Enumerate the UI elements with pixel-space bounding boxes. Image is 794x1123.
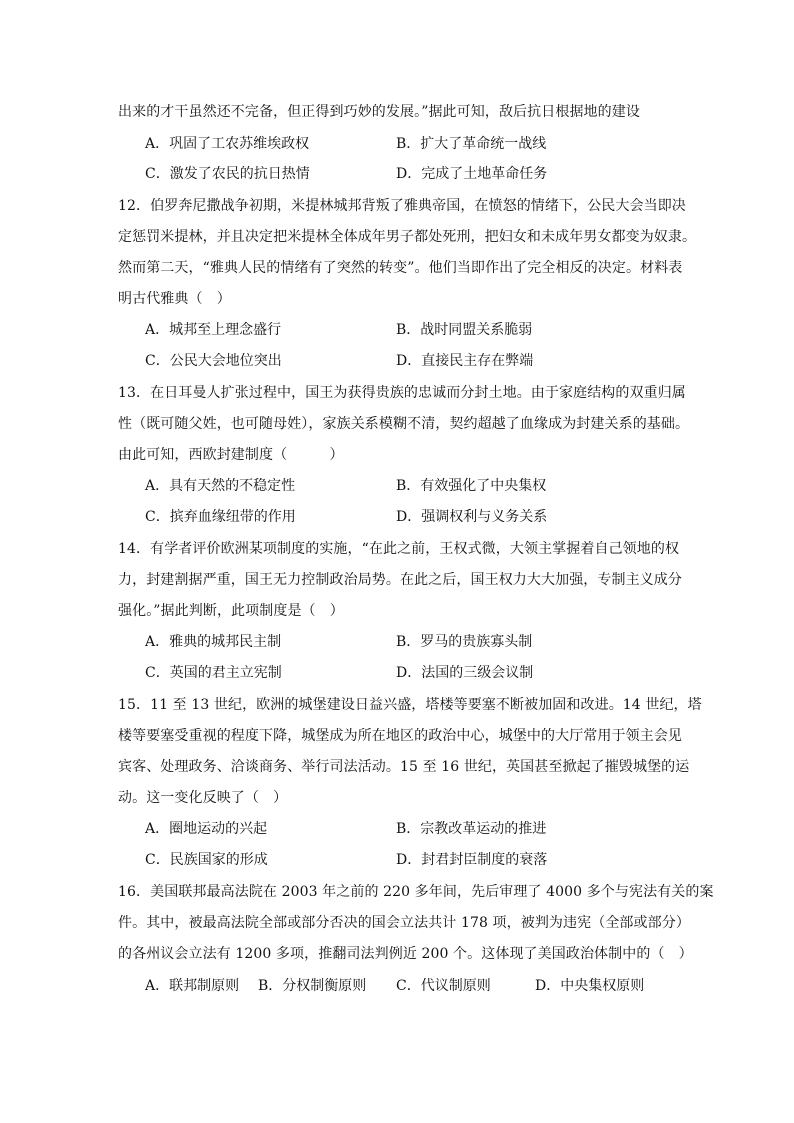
question-13-text-line-3: 由此可知，西欧封建制度（ ） xyxy=(118,447,344,463)
question-13-text-line-1: 13．在日耳曼人扩张过程中，国王为获得贵族的忠诚而分封土地。由于家庭结构的双重归属 xyxy=(118,385,686,401)
question-12-text-line-3: 然而第二天，“雅典人民的情绪有了突然的转变”。他们当即作出了完全相反的决定。材料表 xyxy=(118,260,683,276)
question-15-option-d: D．封君封臣制度的衰落 xyxy=(396,852,548,868)
question-12-option-a: A．城邦至上理念盛行 xyxy=(145,322,282,338)
question-13-option-d: D．强调权利与义务关系 xyxy=(396,509,548,525)
question-16-option-b: B．分权制衡原则 xyxy=(258,978,367,994)
question-11-text-line-1: 出来的才干虽然还不完备，但正得到巧妙的发展。”据此可知，敌后抗日根据地的建设 xyxy=(118,104,640,120)
question-12-option-d: D．直接民主存在弊端 xyxy=(396,353,534,369)
question-12-option-b: B．战时同盟关系脆弱 xyxy=(396,322,533,338)
question-13-option-a: A．具有天然的不稳定性 xyxy=(145,478,296,494)
question-14-option-c: C．英国的君主立宪制 xyxy=(145,665,282,681)
question-13-option-b: B．有效强化了中央集权 xyxy=(396,478,547,494)
question-16-text-line-3: 的各州议会立法有 1200 多项，推翻司法判例近 200 个。这体现了美国政治体制中的（ ） xyxy=(118,946,693,962)
question-12-text-line-1: 12．伯罗奔尼撒战争初期，米提林城邦背叛了雅典帝国，在愤怒的情绪下，公民大会当即决 xyxy=(118,198,686,214)
question-14-option-b: B．罗马的贵族寡头制 xyxy=(396,634,533,650)
question-15-text-line-1: 15．11 至 13 世纪，欧洲的城堡建设日益兴盛，塔楼等要塞不断被加固和改进。14 世纪，塔 xyxy=(118,697,702,713)
question-14-text-line-3: 强化。”据此判断，此项制度是（ ） xyxy=(118,603,344,619)
question-15-text-line-4: 动。这一变化反映了（ ） xyxy=(118,790,288,806)
question-11-option-b: B．扩大了革命统一战线 xyxy=(396,136,547,152)
question-14-text-line-2: 力，封建割据严重，国王无力控制政治局势。在此之后，国王权力大大加强，专制主义成分 xyxy=(118,572,682,588)
question-11-option-c: C．激发了农民的抗日热情 xyxy=(145,166,310,182)
question-13-option-c: C．摈弃血缘纽带的作用 xyxy=(145,509,296,525)
question-11-option-a: A．巩固了工农苏维埃政权 xyxy=(145,136,310,152)
question-12-text-line-2: 定惩罚米提林，并且决定把米提林全体成年男子都处死刑，把妇女和未成年男女都变为奴隶。 xyxy=(118,229,697,245)
question-11-option-d: D．完成了土地革命任务 xyxy=(396,166,548,182)
question-16-option-a: A．联邦制原则 xyxy=(145,978,240,994)
question-12-text-line-4: 明古代雅典（ ） xyxy=(118,291,231,307)
question-14-text-line-1: 14．有学者评价欧洲某项制度的实施，“在此之前，王权式微，大领主掌握着自己领地的权 xyxy=(118,541,680,557)
question-16-option-d: D．中央集权原则 xyxy=(535,978,645,994)
question-15-text-line-2: 楼等要塞受重视的程度下降，城堡成为所在地区的政治中心，城堡中的大厅常用于领主会见 xyxy=(118,728,682,744)
question-14-option-d: D．法国的三级会议制 xyxy=(396,665,534,681)
question-15-option-c: C．民族国家的形成 xyxy=(145,852,268,868)
question-15-option-a: A．圈地运动的兴起 xyxy=(145,821,268,837)
question-16-text-line-2: 件。其中，被最高法院全部或部分否决的国会立法共计 178 项，被判为违宪（全部或部分） xyxy=(118,915,690,931)
question-13-text-line-2: 性（既可随父姓，也可随母姓），家族关系模糊不清，契约超越了血缘成为封建关系的基础。 xyxy=(118,416,690,432)
question-16-option-c: C．代议制原则 xyxy=(396,978,491,994)
question-16-text-line-1: 16．美国联邦最高法院在 2003 年之前的 220 多年间，先后审理了 4000 多个与宪法有关的案 xyxy=(118,884,714,900)
question-12-option-c: C．公民大会地位突出 xyxy=(145,353,282,369)
question-14-option-a: A．雅典的城邦民主制 xyxy=(145,634,282,650)
question-15-text-line-3: 宾客、处理政务、洽谈商务、举行司法活动。15 至 16 世纪，英国甚至掀起了摧毁城堡的运 xyxy=(118,759,690,775)
question-15-option-b: B．宗教改革运动的推进 xyxy=(396,821,547,837)
